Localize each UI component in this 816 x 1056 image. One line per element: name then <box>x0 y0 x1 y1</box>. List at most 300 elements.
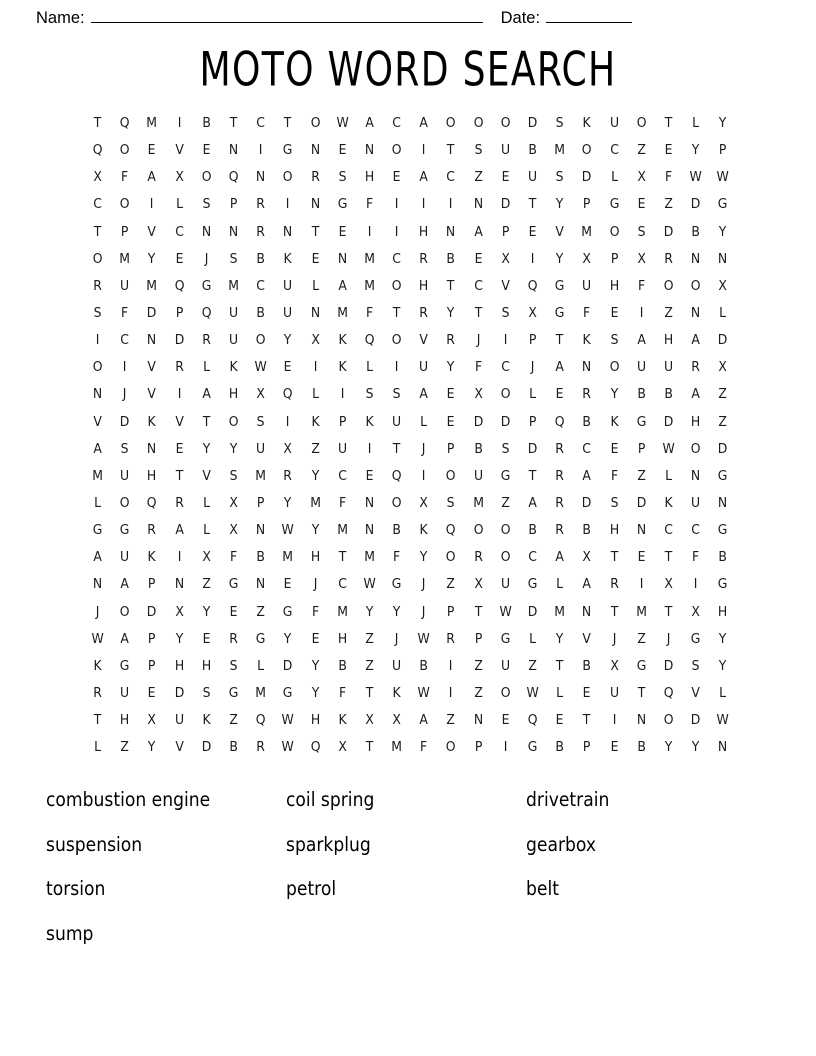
grid-cell[interactable]: Z <box>664 304 673 321</box>
grid-cell[interactable]: G <box>119 522 130 539</box>
grid-cell[interactable]: O <box>446 467 456 484</box>
grid-cell[interactable]: A <box>691 332 700 349</box>
grid-cell[interactable]: K <box>229 359 238 376</box>
grid-cell[interactable]: Q <box>119 115 130 131</box>
grid-cell[interactable]: L <box>257 657 265 674</box>
grid-cell[interactable]: B <box>446 250 456 267</box>
grid-cell[interactable]: J <box>422 603 426 620</box>
grid-cell[interactable]: O <box>500 522 511 539</box>
grid-cell[interactable]: Z <box>473 169 483 186</box>
grid-cell[interactable]: I <box>449 684 453 701</box>
grid-cell[interactable]: A <box>120 630 130 647</box>
grid-cell[interactable]: A <box>637 332 646 349</box>
grid-cell[interactable]: A <box>202 386 211 403</box>
grid-cell[interactable]: Y <box>555 196 564 213</box>
grid-cell[interactable]: V <box>419 332 429 349</box>
grid-cell[interactable]: U <box>283 277 293 294</box>
grid-cell[interactable]: G <box>119 657 130 674</box>
grid-cell[interactable]: J <box>122 386 127 403</box>
grid-cell[interactable]: W <box>417 630 430 647</box>
grid-cell[interactable]: D <box>500 413 511 430</box>
grid-cell[interactable]: A <box>555 549 565 566</box>
grid-cell[interactable]: C <box>582 440 592 457</box>
grid-cell[interactable]: D <box>718 332 728 349</box>
grid-cell[interactable]: L <box>311 277 319 294</box>
grid-cell[interactable]: X <box>609 657 619 674</box>
grid-cell[interactable]: M <box>255 684 267 701</box>
grid-cell[interactable]: H <box>147 467 157 484</box>
grid-cell[interactable]: V <box>174 739 184 756</box>
grid-cell[interactable]: B <box>637 739 646 756</box>
grid-cell[interactable]: A <box>582 576 592 593</box>
grid-cell[interactable]: X <box>582 549 592 566</box>
grid-cell[interactable]: X <box>174 169 184 186</box>
grid-cell[interactable]: X <box>392 712 401 729</box>
grid-cell[interactable]: K <box>392 684 401 701</box>
grid-cell[interactable]: N <box>310 196 320 213</box>
grid-cell[interactable]: U <box>337 440 347 457</box>
grid-cell[interactable]: P <box>447 440 455 457</box>
grid-cell[interactable]: I <box>367 223 372 240</box>
grid-cell[interactable]: O <box>609 359 620 376</box>
grid-cell[interactable]: Q <box>228 169 239 186</box>
grid-cell[interactable]: G <box>527 739 538 756</box>
grid-cell[interactable]: O <box>690 440 701 457</box>
grid-cell[interactable]: R <box>555 467 565 484</box>
grid-cell[interactable]: R <box>446 332 456 349</box>
grid-cell[interactable]: N <box>147 332 157 349</box>
grid-cell[interactable]: T <box>365 684 374 701</box>
grid-cell[interactable]: O <box>663 712 674 729</box>
grid-cell[interactable]: E <box>610 304 619 321</box>
grid-cell[interactable]: T <box>555 657 564 674</box>
grid-cell[interactable]: I <box>394 359 399 376</box>
grid-cell[interactable]: N <box>718 494 728 511</box>
grid-cell[interactable]: D <box>174 684 184 701</box>
grid-cell[interactable]: Y <box>392 603 401 620</box>
grid-cell[interactable]: N <box>691 467 701 484</box>
grid-cell[interactable]: M <box>364 549 375 566</box>
grid-cell[interactable]: X <box>691 603 700 620</box>
grid-cell[interactable]: K <box>311 413 320 430</box>
grid-cell[interactable]: P <box>148 657 156 674</box>
grid-cell[interactable]: M <box>364 250 375 267</box>
grid-cell[interactable]: Y <box>229 440 238 457</box>
grid-cell[interactable]: Y <box>691 739 700 756</box>
grid-cell[interactable]: W <box>689 169 702 186</box>
grid-cell[interactable]: U <box>120 467 130 484</box>
grid-cell[interactable]: W <box>336 115 349 131</box>
grid-cell[interactable]: G <box>500 467 511 484</box>
grid-cell[interactable]: A <box>419 386 429 403</box>
grid-cell[interactable]: Z <box>637 630 646 647</box>
grid-cell[interactable]: W <box>499 603 512 620</box>
grid-cell[interactable]: R <box>473 549 483 566</box>
grid-cell[interactable]: T <box>528 196 537 213</box>
grid-cell[interactable]: I <box>422 196 426 213</box>
grid-cell[interactable]: D <box>473 413 484 430</box>
grid-cell[interactable]: W <box>716 712 730 729</box>
grid-cell[interactable]: O <box>663 277 674 294</box>
grid-cell[interactable]: D <box>718 440 728 457</box>
grid-cell[interactable]: S <box>229 250 238 267</box>
grid-cell[interactable]: S <box>610 332 619 349</box>
grid-cell[interactable]: H <box>419 277 429 294</box>
grid-cell[interactable]: U <box>120 277 130 294</box>
grid-cell[interactable]: W <box>254 359 267 376</box>
grid-cell[interactable]: N <box>228 223 239 240</box>
grid-cell[interactable]: D <box>582 169 592 186</box>
grid-cell[interactable]: B <box>582 657 592 674</box>
grid-cell[interactable]: R <box>419 250 429 267</box>
grid-cell[interactable]: G <box>718 467 728 484</box>
grid-cell[interactable]: O <box>391 277 402 294</box>
grid-cell[interactable]: X <box>718 277 728 294</box>
grid-cell[interactable]: T <box>528 467 537 484</box>
grid-cell[interactable]: Y <box>148 250 156 267</box>
grid-cell[interactable]: H <box>310 549 320 566</box>
grid-cell[interactable]: U <box>609 684 619 701</box>
grid-cell[interactable]: X <box>93 169 102 186</box>
grid-cell[interactable]: R <box>691 359 701 376</box>
grid-cell[interactable]: E <box>610 739 619 756</box>
grid-cell[interactable]: B <box>256 304 265 321</box>
grid-cell[interactable]: G <box>636 657 647 674</box>
grid-cell[interactable]: G <box>500 630 511 647</box>
grid-cell[interactable]: H <box>174 657 184 674</box>
grid-cell[interactable]: L <box>202 522 210 539</box>
grid-cell[interactable]: D <box>527 440 538 457</box>
grid-cell[interactable]: E <box>664 142 673 159</box>
grid-cell[interactable]: B <box>256 250 265 267</box>
grid-cell[interactable]: E <box>175 440 184 457</box>
grid-cell[interactable]: N <box>228 142 239 159</box>
grid-cell[interactable]: K <box>147 549 157 566</box>
grid-cell[interactable]: V <box>147 223 157 240</box>
grid-cell[interactable]: N <box>473 196 483 213</box>
grid-cell[interactable]: N <box>283 223 293 240</box>
grid-cell[interactable]: I <box>693 576 698 593</box>
grid-cell[interactable]: D <box>690 712 701 729</box>
grid-cell[interactable]: M <box>92 467 103 484</box>
grid-cell[interactable]: P <box>528 332 537 349</box>
grid-cell[interactable]: O <box>119 142 130 159</box>
grid-cell[interactable]: R <box>419 304 429 321</box>
grid-cell[interactable]: H <box>310 712 320 729</box>
grid-cell[interactable]: P <box>528 413 537 430</box>
grid-cell[interactable]: R <box>582 386 592 403</box>
grid-cell[interactable]: S <box>202 684 211 701</box>
grid-cell[interactable]: D <box>527 115 538 131</box>
grid-cell[interactable]: O <box>119 494 130 511</box>
grid-cell[interactable]: S <box>637 223 646 240</box>
grid-cell[interactable]: A <box>365 115 374 131</box>
grid-cell[interactable]: B <box>338 657 347 674</box>
grid-cell[interactable]: M <box>391 739 403 756</box>
grid-cell[interactable]: B <box>691 223 700 240</box>
grid-cell[interactable]: E <box>501 712 510 729</box>
grid-cell[interactable]: L <box>692 115 700 131</box>
grid-cell[interactable]: Q <box>527 712 538 729</box>
grid-cell[interactable]: T <box>664 115 673 131</box>
grid-cell[interactable]: T <box>202 413 211 430</box>
grid-cell[interactable]: T <box>175 467 183 484</box>
grid-cell[interactable]: D <box>663 223 674 240</box>
grid-cell[interactable]: E <box>148 684 156 701</box>
grid-cell[interactable]: X <box>147 712 157 729</box>
grid-cell[interactable]: Y <box>148 739 156 756</box>
grid-cell[interactable]: H <box>663 332 674 349</box>
grid-cell[interactable]: C <box>256 277 266 294</box>
grid-cell[interactable]: Z <box>120 739 130 756</box>
grid-cell[interactable]: A <box>582 467 592 484</box>
grid-cell[interactable]: C <box>392 250 401 267</box>
grid-cell[interactable]: Y <box>447 304 455 321</box>
grid-cell[interactable]: V <box>147 359 157 376</box>
grid-cell[interactable]: T <box>610 549 618 566</box>
grid-cell[interactable]: F <box>610 467 618 484</box>
grid-cell[interactable]: C <box>473 277 483 294</box>
grid-cell[interactable]: Y <box>284 494 292 511</box>
grid-cell[interactable]: X <box>501 250 510 267</box>
grid-cell[interactable]: H <box>419 223 429 240</box>
grid-cell[interactable]: O <box>636 115 647 131</box>
grid-cell[interactable]: W <box>716 169 730 186</box>
grid-cell[interactable]: N <box>256 169 266 186</box>
grid-cell[interactable]: G <box>718 522 728 539</box>
grid-cell[interactable]: K <box>664 494 673 511</box>
grid-cell[interactable]: I <box>258 142 263 159</box>
grid-cell[interactable]: Z <box>310 440 320 457</box>
grid-cell[interactable]: M <box>336 522 348 539</box>
grid-cell[interactable]: J <box>530 359 535 376</box>
grid-cell[interactable]: M <box>364 277 375 294</box>
grid-cell[interactable]: A <box>691 386 700 403</box>
grid-cell[interactable]: E <box>283 359 292 376</box>
grid-cell[interactable]: A <box>174 522 184 539</box>
grid-cell[interactable]: E <box>583 684 591 701</box>
grid-cell[interactable]: A <box>419 712 429 729</box>
grid-cell[interactable]: O <box>255 332 266 349</box>
grid-cell[interactable]: F <box>583 304 591 321</box>
grid-cell[interactable]: Y <box>691 142 700 159</box>
grid-cell[interactable]: K <box>147 413 157 430</box>
grid-cell[interactable]: E <box>311 250 320 267</box>
name-write-in-line[interactable] <box>91 10 483 23</box>
grid-cell[interactable]: N <box>364 142 375 159</box>
grid-cell[interactable]: I <box>177 386 181 403</box>
grid-cell[interactable]: L <box>202 359 210 376</box>
grid-cell[interactable]: Z <box>446 712 456 729</box>
grid-cell[interactable]: P <box>719 142 727 159</box>
grid-cell[interactable]: L <box>556 576 564 593</box>
grid-cell[interactable]: T <box>338 549 347 566</box>
grid-cell[interactable]: E <box>610 440 619 457</box>
grid-cell[interactable]: N <box>256 576 266 593</box>
grid-cell[interactable]: Z <box>365 657 374 674</box>
grid-cell[interactable]: X <box>202 549 211 566</box>
grid-cell[interactable]: E <box>447 413 455 430</box>
grid-cell[interactable]: V <box>555 223 565 240</box>
grid-cell[interactable]: N <box>636 712 646 729</box>
grid-cell[interactable]: O <box>582 142 592 159</box>
grid-cell[interactable]: B <box>718 549 728 566</box>
grid-cell[interactable]: U <box>500 657 510 674</box>
grid-cell[interactable]: D <box>147 603 157 620</box>
grid-cell[interactable]: F <box>365 304 374 321</box>
grid-cell[interactable]: L <box>665 467 672 484</box>
grid-cell[interactable]: H <box>718 603 728 620</box>
grid-cell[interactable]: S <box>501 304 510 321</box>
grid-cell[interactable]: A <box>93 440 102 457</box>
grid-cell[interactable]: B <box>582 522 592 539</box>
grid-cell[interactable]: G <box>718 196 728 213</box>
grid-cell[interactable]: Y <box>284 332 292 349</box>
grid-cell[interactable]: T <box>229 115 238 131</box>
grid-cell[interactable]: K <box>582 115 592 131</box>
grid-cell[interactable]: L <box>202 494 210 511</box>
grid-cell[interactable]: M <box>228 277 239 294</box>
grid-cell[interactable]: I <box>177 115 181 131</box>
grid-cell[interactable]: H <box>691 413 701 430</box>
grid-cell[interactable]: T <box>284 115 292 131</box>
grid-cell[interactable]: B <box>473 440 483 457</box>
grid-cell[interactable]: L <box>311 386 319 403</box>
grid-cell[interactable]: Z <box>637 142 646 159</box>
grid-cell[interactable]: Y <box>284 630 292 647</box>
grid-cell[interactable]: H <box>228 386 239 403</box>
word-list-item[interactable]: drivetrain <box>526 788 610 811</box>
grid-cell[interactable]: U <box>228 304 239 321</box>
grid-cell[interactable]: Z <box>637 467 646 484</box>
grid-cell[interactable]: F <box>664 169 673 186</box>
grid-cell[interactable]: F <box>229 549 238 566</box>
grid-cell[interactable]: Y <box>202 440 211 457</box>
grid-cell[interactable]: X <box>310 332 320 349</box>
grid-cell[interactable]: Q <box>554 413 565 430</box>
grid-cell[interactable]: W <box>662 440 675 457</box>
grid-cell[interactable]: F <box>338 494 346 511</box>
grid-cell[interactable]: G <box>255 630 266 647</box>
grid-cell[interactable]: G <box>283 684 293 701</box>
grid-cell[interactable]: O <box>446 549 456 566</box>
grid-cell[interactable]: E <box>229 603 238 620</box>
grid-cell[interactable]: T <box>447 142 455 159</box>
grid-cell[interactable]: X <box>473 386 483 403</box>
grid-cell[interactable]: A <box>528 494 537 511</box>
grid-cell[interactable]: V <box>582 630 592 647</box>
grid-cell[interactable]: C <box>337 576 347 593</box>
grid-cell[interactable]: T <box>392 440 401 457</box>
grid-cell[interactable]: U <box>636 359 646 376</box>
grid-cell[interactable]: T <box>447 277 455 294</box>
grid-cell[interactable]: T <box>93 712 102 729</box>
grid-cell[interactable]: V <box>147 386 157 403</box>
grid-cell[interactable]: P <box>474 739 482 756</box>
grid-cell[interactable]: L <box>610 169 618 186</box>
grid-cell[interactable]: Z <box>446 576 456 593</box>
grid-cell[interactable]: R <box>174 359 184 376</box>
grid-cell[interactable]: B <box>582 413 592 430</box>
grid-cell[interactable]: O <box>119 196 130 213</box>
grid-cell[interactable]: B <box>555 739 565 756</box>
grid-cell[interactable]: P <box>121 223 129 240</box>
grid-cell[interactable]: F <box>365 196 374 213</box>
grid-cell[interactable]: P <box>256 494 265 511</box>
grid-cell[interactable]: C <box>664 522 673 539</box>
grid-cell[interactable]: H <box>364 169 375 186</box>
grid-cell[interactable]: M <box>336 304 348 321</box>
grid-cell[interactable]: S <box>229 467 238 484</box>
grid-cell[interactable]: G <box>391 576 402 593</box>
grid-cell[interactable]: M <box>146 277 158 294</box>
grid-cell[interactable]: Y <box>311 522 319 539</box>
grid-cell[interactable]: X <box>256 386 265 403</box>
grid-cell[interactable]: Z <box>664 196 673 213</box>
grid-cell[interactable]: H <box>337 630 347 647</box>
grid-cell[interactable]: N <box>691 304 701 321</box>
grid-cell[interactable]: B <box>528 522 537 539</box>
grid-cell[interactable]: W <box>281 522 295 539</box>
grid-cell[interactable]: B <box>392 522 401 539</box>
grid-cell[interactable]: F <box>121 169 129 186</box>
grid-cell[interactable]: D <box>663 657 674 674</box>
grid-cell[interactable]: Y <box>175 630 183 647</box>
grid-cell[interactable]: V <box>174 413 184 430</box>
grid-cell[interactable]: I <box>449 196 453 213</box>
grid-cell[interactable]: W <box>526 684 539 701</box>
grid-cell[interactable]: A <box>147 169 157 186</box>
grid-cell[interactable]: O <box>201 169 212 186</box>
grid-cell[interactable]: O <box>92 250 103 267</box>
grid-cell[interactable]: M <box>472 494 484 511</box>
grid-cell[interactable]: I <box>286 413 290 430</box>
grid-cell[interactable]: D <box>582 494 592 511</box>
grid-cell[interactable]: T <box>637 684 646 701</box>
grid-cell[interactable]: O <box>310 115 320 131</box>
grid-cell[interactable]: H <box>201 657 212 674</box>
grid-cell[interactable]: L <box>94 494 102 511</box>
grid-cell[interactable]: U <box>473 467 483 484</box>
grid-cell[interactable]: F <box>420 739 428 756</box>
grid-cell[interactable]: N <box>582 359 592 376</box>
grid-cell[interactable]: U <box>392 413 402 430</box>
grid-cell[interactable]: X <box>473 576 483 593</box>
grid-cell[interactable]: D <box>690 196 701 213</box>
grid-cell[interactable]: N <box>364 522 375 539</box>
word-list-item[interactable]: torsion <box>46 877 106 901</box>
grid-cell[interactable]: R <box>609 576 619 593</box>
grid-cell[interactable]: N <box>446 223 456 240</box>
grid-cell[interactable]: I <box>449 657 453 674</box>
grid-cell[interactable]: S <box>365 386 374 403</box>
grid-cell[interactable]: R <box>283 467 293 484</box>
grid-cell[interactable]: G <box>201 277 212 294</box>
grid-cell[interactable]: I <box>367 440 372 457</box>
grid-cell[interactable]: Y <box>664 739 673 756</box>
grid-cell[interactable]: O <box>119 603 130 620</box>
grid-cell[interactable]: V <box>691 684 700 701</box>
grid-cell[interactable]: N <box>174 576 184 593</box>
word-list-item[interactable]: sparkplug <box>286 832 371 856</box>
grid-cell[interactable]: K <box>93 657 102 674</box>
grid-cell[interactable]: S <box>229 657 238 674</box>
grid-cell[interactable]: O <box>690 277 701 294</box>
grid-cell[interactable]: O <box>473 522 484 539</box>
grid-cell[interactable]: J <box>612 630 616 647</box>
grid-cell[interactable]: X <box>637 169 646 186</box>
grid-cell[interactable]: W <box>281 712 295 729</box>
